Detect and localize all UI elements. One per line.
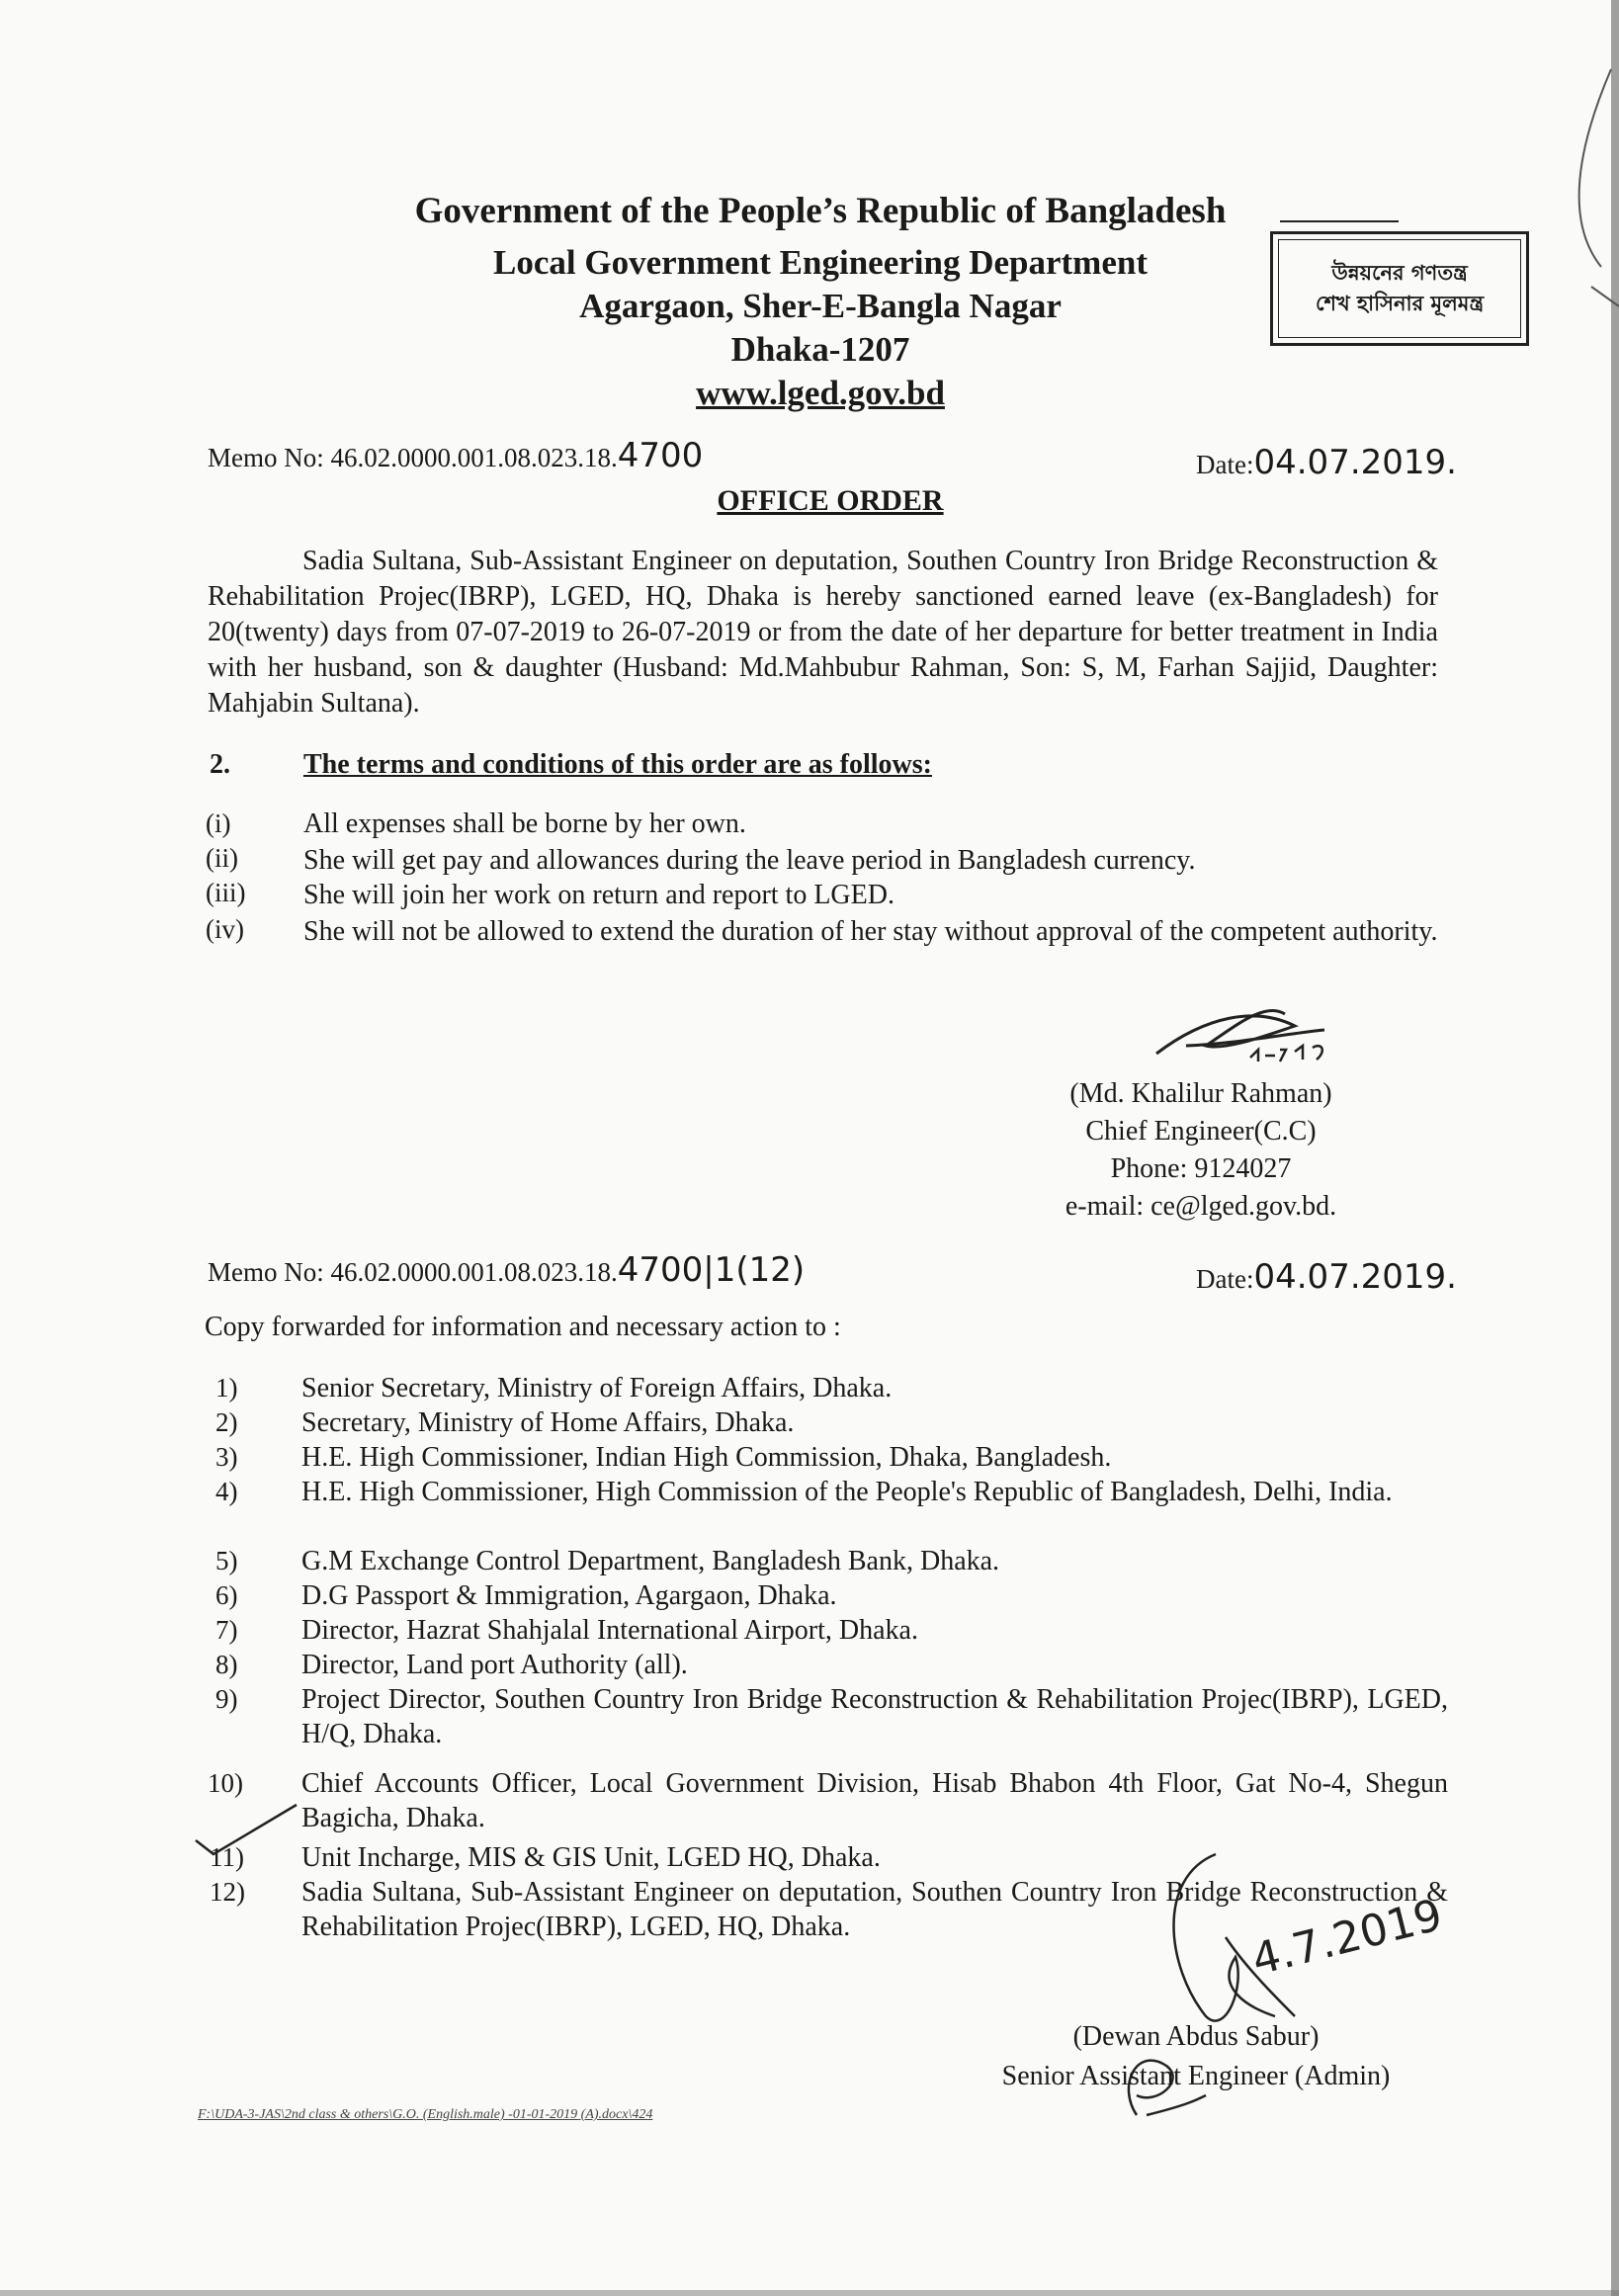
section-title: The terms and conditions of this order are as follows: (303, 749, 932, 780)
term-text: She will get pay and allowances during the leave period in Bangladesh currency. (303, 845, 1196, 876)
recipient-text: Senior Secretary, Ministry of Foreign Affairs, Dhaka. (301, 1373, 893, 1403)
recipient-text: Sadia Sultana, Sub-Assistant Engineer on deputation, Southen Country Iron Bridge Reconstruction & Rehabilitation Projec(IBRP), LGED, HQ, Dhaka. (301, 1877, 1448, 1942)
signatory-block-1 (1038, 1075, 1364, 1226)
memo-handwritten-number: 4700|1(12) (617, 1250, 806, 1290)
motto-box (1270, 231, 1529, 346)
signature-chief-engineer (1147, 996, 1364, 1075)
handwritten-date: 04.07.2019. (1253, 443, 1457, 482)
recipient-text: Director, Land port Authority (all). (301, 1650, 688, 1680)
copy-forwarded-line: Copy forwarded for information and necessary action to : (205, 1312, 841, 1342)
term-text: She will join her work on return and report to LGED. (303, 880, 895, 910)
motto-line-2: শেখ হাসিনার মূলমন্ত্র (1315, 292, 1485, 315)
term-number: (i) (206, 808, 231, 838)
recipient-text: H.E. High Commissioner, High Commission of the People's Republic of Bangladesh, Delhi, India. (301, 1477, 1393, 1507)
signatory-name: (Dewan Abdus Sabur) (1072, 2021, 1320, 2052)
memo-number-2 (208, 1250, 805, 1290)
memo-date-2 (1196, 1257, 1457, 1297)
signatory-email: e-mail: ce@lged.gov.bd. (1065, 1191, 1337, 1222)
recipient-number: 9) (215, 1684, 238, 1714)
recipient-number: 5) (215, 1546, 238, 1575)
letterhead-government: Government of the People’s Republic of Bangladesh (414, 191, 1227, 231)
date-label: Date: (1196, 1264, 1254, 1294)
order-paragraph: Sadia Sultana, Sub-Assistant Engineer on deputation, Southen Country Iron Bridge Reconstruction & Rehabilitation Projec(IBRP), LGED, HQ, Dhaka is hereby sanctioned earned leave (ex-Bangladesh) for 20(twenty) days from 07-07-2019 to 26-07-2019 or from the date of her departure for better treatment in India with her husband, son & daughter (Husband: Md.Mahbubur Rahman, Son: S, M, Farhan Sajjid, Daughter: Mahjabin Sultana). (208, 546, 1438, 719)
signatory-name: (Md. Khalilur Rahman) (1069, 1078, 1332, 1109)
recipient-text: D.G Passport & Immigration, Agargaon, Dhaka. (301, 1580, 837, 1611)
term-text: All expenses shall be borne by her own. (303, 808, 746, 839)
signature-date: 4.7.2019 (1246, 1890, 1448, 1986)
memo-date-1 (1196, 443, 1457, 482)
recipient-number: 6) (215, 1580, 238, 1610)
office-order-title: OFFICE ORDER (717, 484, 944, 517)
term-number: (iv) (206, 914, 244, 944)
signatory-phone: Phone: 9124027 (1110, 1153, 1292, 1184)
scan-edge-right (1611, 0, 1619, 2296)
memo-number-1 (208, 436, 703, 475)
letterhead-department: Local Government Engineering Department (493, 243, 1148, 282)
recipient-text: Project Director, Southen Country Iron Bridge Reconstruction & Rehabilitation Projec(IBRP), LGED, H/Q, Dhaka. (301, 1684, 1448, 1749)
recipient-text: Secretary, Ministry of Home Affairs, Dhaka. (301, 1407, 795, 1438)
handwritten-date: 04.07.2019. (1253, 1257, 1457, 1297)
scan-edge-bottom (0, 2290, 1619, 2296)
signatory-title: Chief Engineer(C.C) (1085, 1116, 1317, 1147)
recipient-number: 10) (208, 1768, 243, 1798)
recipient-number: 8) (215, 1650, 238, 1679)
file-path-footer: F:\UDA-3-JAS\2nd class & others\G.O. (English.male) -01-01-2019 (A).docx\424 (198, 2107, 653, 2122)
letterhead-city: Dhaka-1207 (730, 330, 910, 369)
motto-line-1: উন্নয়নের গণতন্ত্র (1331, 260, 1468, 285)
recipient-number: 11) (210, 1842, 244, 1872)
recipient-text: Chief Accounts Officer, Local Government Division, Hisab Bhabon 4th Floor, Gat No-4, Shegun Bagicha, Dhaka. (301, 1768, 1448, 1833)
section-number: 2. (210, 749, 230, 780)
scan-mark-corner (1522, 59, 1619, 277)
signatory-block-2 (949, 2017, 1443, 2096)
recipient-number: 4) (215, 1477, 238, 1506)
memo-prefix: Memo No: 46.02.0000.001.08.023.18. (208, 443, 618, 472)
recipient-number: 7) (215, 1615, 238, 1645)
letterhead-address: Agargaon, Sher-E-Bangla Nagar (579, 287, 1062, 325)
recipient-number: 12) (210, 1877, 245, 1907)
recipient-number: 3) (215, 1442, 238, 1472)
term-number: (iii) (206, 878, 246, 907)
date-label: Date: (1196, 450, 1254, 479)
term-text: She will not be allowed to extend the duration of her stay without approval of the competent authority. (303, 916, 1438, 947)
recipient-number: 1) (215, 1373, 238, 1403)
tick-mark-item-11 (188, 1801, 306, 1860)
recipient-text: Unit Incharge, MIS & GIS Unit, LGED HQ, Dhaka. (301, 1842, 881, 1873)
letterhead-website: www.lged.gov.bd (696, 374, 945, 412)
memo-handwritten-number: 4700 (617, 436, 704, 475)
recipient-text: Director, Hazrat Shahjalal International Airport, Dhaka. (301, 1615, 918, 1646)
signatory-title: Senior Assistant Engineer (Admin) (1001, 2061, 1391, 2091)
term-number: (ii) (206, 843, 238, 873)
header-rule (1280, 220, 1399, 222)
recipient-text: G.M Exchange Control Department, Bangladesh Bank, Dhaka. (301, 1546, 1000, 1576)
memo-prefix: Memo No: 46.02.0000.001.08.023.18. (208, 1257, 618, 1287)
recipient-number: 2) (215, 1407, 238, 1437)
recipient-text: H.E. High Commissioner, Indian High Commission, Dhaka, Bangladesh. (301, 1442, 1112, 1473)
